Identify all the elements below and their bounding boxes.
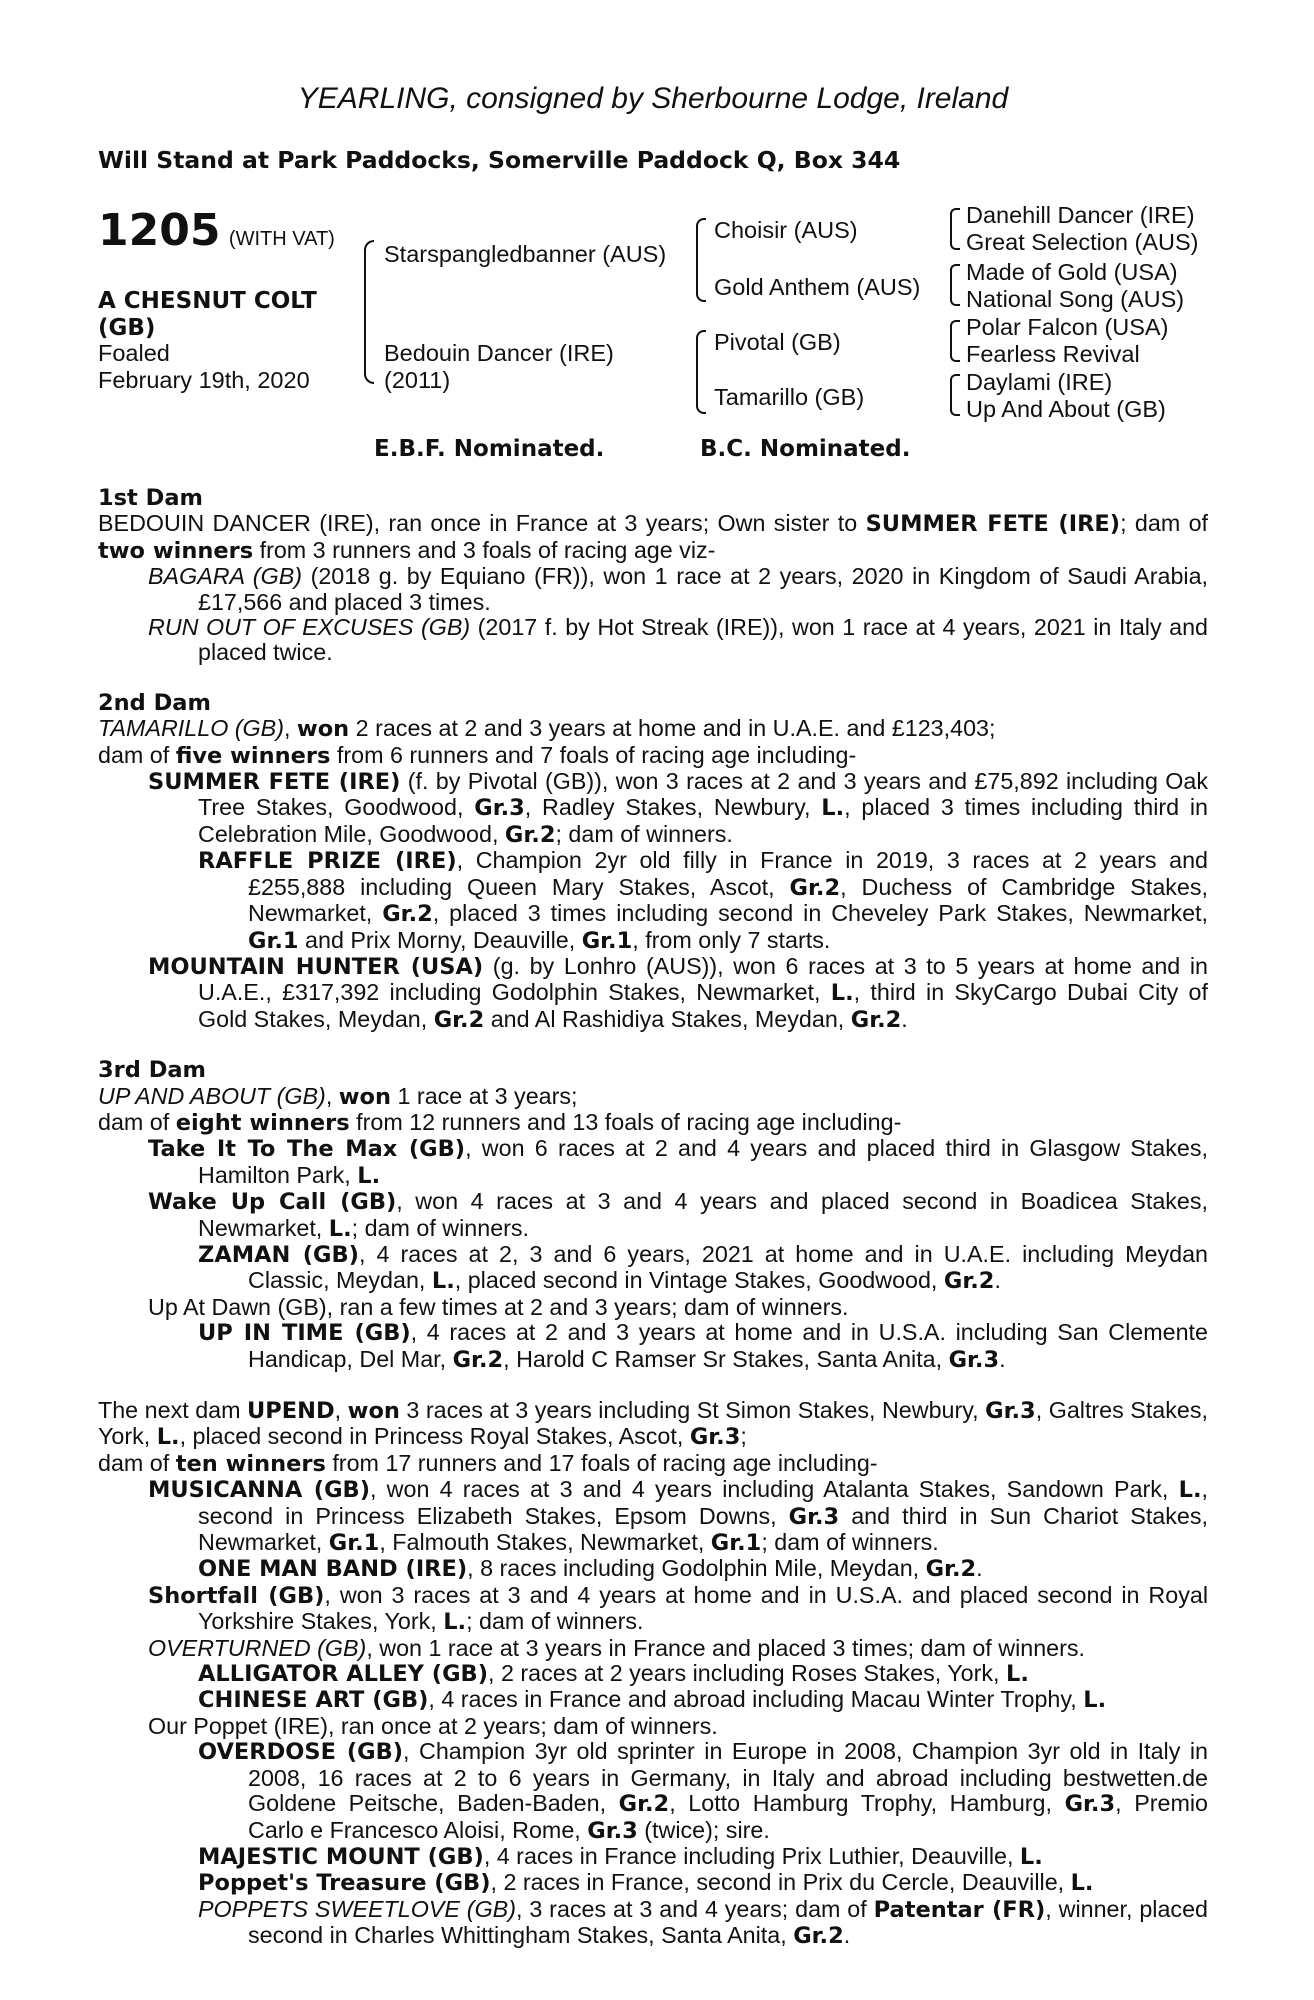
produce-entry (98, 1189, 1208, 1242)
bold-text: Patentar (FR) (873, 1896, 1046, 1923)
text-run: , placed second in Princess Royal Stakes, Ascot, (179, 1423, 690, 1450)
bold-text: ZAMAN (GB) (198, 1241, 359, 1268)
text-run: and third in Sun Chariot Stakes, Newmarket, (198, 1502, 1208, 1556)
pedigree-brace-g3-1 (950, 208, 960, 250)
text-run: , Duchess of Cambridge Stakes, Newmarket, (248, 873, 1208, 927)
produce-entry (98, 1897, 1208, 1950)
text-run: , won 4 races at 3 and 4 years including Atalanta Stakes, Sandown Park, (370, 1476, 1179, 1503)
bold-text: MAJESTIC MOUNT (GB) (198, 1843, 484, 1870)
section-gap (98, 666, 1208, 691)
text-run: , 2 races in France, second in Prix du Cercle, Deauville, (490, 1869, 1071, 1896)
bold-text: L. (443, 1609, 467, 1636)
produce-entry (98, 615, 1208, 666)
bold-text: won (296, 716, 350, 743)
dam3-intro (98, 1084, 1208, 1110)
pedigree-g3-2: Great Selection (AUS) (966, 229, 1199, 255)
produce-entry (98, 1687, 1208, 1713)
text-run: ; dam of (1120, 510, 1209, 537)
bold-text: L. (830, 980, 854, 1007)
text-run: , Radley Stakes, Newbury, (524, 794, 822, 821)
consignment-line: YEARLING, consigned by Sherbourne Lodge, Ireland (297, 82, 1009, 115)
bold-text: Gr.2 (943, 1268, 995, 1295)
bold-text: Poppet's Treasure (GB) (198, 1870, 491, 1897)
bold-text: Gr.3 (689, 1424, 741, 1451)
pedigree-dam-year: (2011) (384, 367, 451, 393)
ebf-nomination: E.B.F. Nominated. (374, 436, 605, 462)
foaled-info (98, 340, 310, 394)
italic-text: POPPETS SWEETLOVE (GB) (198, 1895, 516, 1922)
bold-text: Wake Up Call (GB) (148, 1189, 397, 1216)
dam3-heading: 3rd Dam (98, 1057, 206, 1084)
text-run: , 8 races including Godolphin Mile, Meydan, (467, 1555, 926, 1582)
bold-text: L. (156, 1424, 180, 1451)
dam3-intro2 (98, 1110, 1208, 1136)
bold-text: Gr.2 (382, 901, 433, 928)
bold-text: Gr.2 (925, 1556, 977, 1583)
text-run: , (334, 1397, 348, 1423)
text-run: , Premio Carlo e Francesco Aloisi, Rome, (248, 1790, 1208, 1843)
text-run: (g. by Lonhro (AUS)), won 6 races at 3 to 5 years at home and in U.A.E., £317,392 including Godolphin Stakes, Newmarket, (198, 952, 1208, 1006)
dam3-entries (98, 1136, 1208, 1373)
italic-text: UP AND ABOUT (GB) (98, 1082, 326, 1109)
dam1-heading: 1st Dam (98, 485, 203, 511)
section-gap (98, 1373, 1208, 1398)
dam2-entries (98, 769, 1208, 1033)
bold-text: won (338, 1083, 392, 1110)
italic-text: OVERTURNED (GB) (148, 1634, 367, 1661)
produce-entry (98, 954, 1208, 1033)
bold-text: CHINESE ART (GB) (198, 1687, 429, 1714)
text-run: 3 races at 3 years including St Simon Stakes, Newbury, (399, 1397, 986, 1423)
bold-text: won (347, 1398, 400, 1424)
dam1-intro (98, 511, 1208, 564)
text-run: , 2 races at 2 years including Roses Stakes, York, (488, 1660, 1006, 1687)
text-run: . (901, 1005, 908, 1032)
bold-text: eight winners (175, 1109, 350, 1136)
pedigree-brace-dam (696, 330, 706, 414)
produce-entry (98, 1583, 1208, 1636)
pedigree-dam (384, 340, 614, 394)
text-run: , second in Princess Elizabeth Stakes, Epsom Downs, (198, 1476, 1208, 1529)
produce-entry (98, 1295, 1208, 1320)
pedigree-g3-3: Made of Gold (USA) (966, 259, 1178, 285)
produce-entry (98, 769, 1208, 848)
text-run: , Galtres Stakes, York, (98, 1397, 1208, 1450)
produce-entry (98, 1636, 1208, 1661)
bold-text: five winners (175, 742, 331, 769)
produce-entry (98, 1556, 1208, 1582)
pedigree-brace-g3-3 (950, 320, 960, 362)
text-run: dam of (98, 1108, 176, 1135)
italic-text: RUN OUT OF EXCUSES (GB) (148, 614, 471, 641)
text-run: , 3 races at 3 and 4 years; dam of (515, 1895, 874, 1922)
text-run: from 6 runners and 7 foals of racing age including- (330, 741, 857, 768)
bold-text: Gr.3 (1064, 1791, 1116, 1818)
lot-vat: (WITH VAT) (228, 228, 335, 250)
produce-entry (98, 848, 1208, 954)
text-run: and Prix Morny, Deauville, (298, 926, 582, 953)
bold-text: ten winners (175, 1450, 326, 1477)
bold-text: L. (328, 1215, 352, 1242)
bold-text: L. (1178, 1477, 1202, 1504)
pedigree-g3-4: National Song (AUS) (966, 286, 1185, 312)
pedigree-brace-g3-4 (950, 374, 960, 416)
bold-text: L. (1070, 1870, 1094, 1897)
bold-text: Gr.1 (328, 1530, 380, 1557)
bold-text: Gr.2 (452, 1346, 504, 1373)
text-run: . (994, 1267, 1001, 1294)
text-run: , 4 races in France including Prix Luthier, Deauville, (483, 1842, 1020, 1869)
text-run: ; dam of winners. (351, 1214, 530, 1241)
bold-text: OVERDOSE (GB) (198, 1739, 404, 1766)
text-run: , won 3 races at 3 and 4 years at home and in U.S.A. and placed second in Royal Yorkshire Stakes, York, (198, 1581, 1208, 1635)
bold-text: Gr.3 (587, 1817, 638, 1844)
bold-text: Take It To The Max (GB) (148, 1136, 466, 1163)
dam4-intro (98, 1398, 1208, 1451)
text-run: . (999, 1345, 1006, 1372)
lot-description-line2: (GB) (98, 315, 156, 341)
dam2-intro2 (98, 743, 1208, 769)
bold-text: L. (431, 1268, 455, 1295)
produce-entry (98, 564, 1208, 615)
text-run: dam of (98, 1449, 176, 1476)
pedigree-dam-dam: Tamarillo (GB) (714, 384, 865, 410)
section-gap (98, 1033, 1208, 1058)
text-run: , placed 3 times including second in Cheveley Park Stakes, Newmarket, (432, 900, 1209, 927)
text-run: 1 race at 3 years; (391, 1082, 578, 1109)
text-run: ; dam of winners. (555, 820, 733, 847)
produce-record (98, 486, 1208, 1950)
pedigree-dam-sire: Pivotal (GB) (714, 329, 841, 355)
text-run: , (325, 1082, 339, 1109)
text-run: Our Poppet (IRE), ran once at 2 years; dam of winners. (148, 1712, 718, 1739)
text-run: dam of (98, 741, 176, 768)
bold-text: Gr.1 (710, 1530, 762, 1557)
text-run: (2017 f. by Hot Streak (IRE)), won 1 race at 4 years, 2021 in Italy and placed twice. (198, 614, 1208, 666)
pedigree-sire-sire: Choisir (AUS) (714, 217, 858, 243)
text-run: ; dam of winners. (466, 1608, 644, 1635)
pedigree-g3-7: Daylami (IRE) (966, 369, 1113, 395)
produce-entry (98, 1242, 1208, 1295)
bold-text: Gr.3 (948, 1346, 1000, 1373)
text-run: from 12 runners and 13 foals of racing age including- (349, 1108, 902, 1135)
stand-location: Will Stand at Park Paddocks, Somerville Paddock Q, Box 344 (98, 146, 901, 174)
text-run: , won 1 race at 3 years in France and placed 3 times; dam of winners. (366, 1634, 1086, 1661)
bold-text: Gr.2 (850, 1006, 902, 1033)
bold-text: two winners (98, 537, 254, 564)
bold-text: SUMMER FETE (IRE) (865, 511, 1121, 538)
pedigree-sire-dam: Gold Anthem (AUS) (714, 274, 921, 300)
text-run: ; dam of winners. (761, 1529, 939, 1556)
produce-entry (98, 1477, 1208, 1556)
pedigree-sire: Starspangledbanner (AUS) (384, 241, 667, 267)
pedigree-brace-sire (696, 218, 706, 302)
dam4-entries (98, 1477, 1208, 1949)
pedigree-g3-6: Fearless Revival (966, 341, 1140, 367)
bold-text: L. (1083, 1687, 1107, 1714)
pedigree-g3-8: Up And About (GB) (966, 396, 1166, 422)
bold-text: Gr.2 (433, 1006, 485, 1033)
text-run: , placed second in Vintage Stakes, Goodwood, (454, 1267, 944, 1294)
produce-entry (98, 1739, 1208, 1844)
text-run: Up At Dawn (GB), ran a few times at 2 and 3 years; dam of winners. (148, 1293, 849, 1320)
text-run: , 4 races at 2 and 3 years at home and in U.S.A. including San Clemente Handicap, Del Mar, (248, 1319, 1208, 1372)
text-run: , (283, 715, 297, 742)
produce-entry (98, 1136, 1208, 1189)
text-run: (twice); sire. (637, 1816, 770, 1843)
italic-text: BAGARA (GB) (148, 563, 302, 590)
text-run: from 17 runners and 17 foals of racing age including- (325, 1449, 878, 1476)
text-run: 2 races at 2 and 3 years at home and in U.A.E. and £123,403; (349, 715, 996, 742)
dam2-heading: 2nd Dam (98, 689, 211, 716)
bold-text: SUMMER FETE (IRE) (148, 769, 401, 796)
text-run: (2018 g. by Equiano (FR)), won 1 race at 2 years, 2020 in Kingdom of Saudi Arabia, £17,566 and placed 3 times. (198, 563, 1208, 615)
bold-text: Gr.2 (504, 821, 556, 848)
bold-text: Gr.1 (248, 927, 299, 954)
lot-description (98, 288, 388, 342)
text-run: , won 6 races at 2 and 4 years and placed third in Glasgow Stakes, Hamilton Park, (198, 1135, 1208, 1188)
lot-description-line1: A CHESNUT COLT (98, 288, 317, 314)
produce-entry (98, 1714, 1208, 1739)
foaled-label: Foaled (98, 340, 170, 366)
text-run: , winner, placed second in Charles Whittingham Stakes, Santa Anita, (248, 1895, 1208, 1949)
text-run: , won 4 races at 3 and 4 years and placed second in Boadicea Stakes, Newmarket, (198, 1188, 1208, 1241)
text-run: , Lotto Hamburg Trophy, Hamburg, (669, 1790, 1065, 1817)
text-run: The next dam (98, 1397, 248, 1423)
italic-text: TAMARILLO (GB) (98, 715, 284, 742)
bold-text: L. (1005, 1661, 1029, 1688)
bold-text: UP IN TIME (GB) (198, 1320, 411, 1347)
bold-text: Gr.2 (793, 1923, 844, 1950)
lot-header (98, 205, 335, 256)
text-run: , placed 3 times including third in Celebration Mile, Goodwood, (198, 794, 1208, 847)
bold-text: L. (821, 795, 845, 822)
bold-text: Gr.3 (474, 795, 525, 822)
bold-text: Gr.2 (789, 874, 841, 901)
text-run: , Harold C Ramser Sr Stakes, Santa Anita, (503, 1345, 949, 1372)
text-run: , 4 races in France and abroad including Macau Winter Trophy, (428, 1686, 1084, 1713)
text-run: . (843, 1922, 851, 1949)
bold-text: ONE MAN BAND (IRE) (198, 1556, 468, 1583)
text-run: , Champion 3yr old sprinter in Europe in 2008, Champion 3yr old in Italy in 2008, 16 races at 2 to 6 years in Germany, in Italy and abroad including bestwetten.de Goldene Peitsche, Baden-Baden, (248, 1738, 1208, 1817)
bc-nomination: B.C. Nominated. (700, 436, 911, 462)
text-run: (f. by Pivotal (GB)), won 3 races at 2 and 3 years and £75,892 including Oak Tree Stakes, Goodwood, (198, 768, 1208, 821)
pedigree-dam-name: Bedouin Dancer (IRE) (384, 340, 614, 366)
dam1-entries (98, 564, 1208, 666)
produce-entry (98, 1320, 1208, 1373)
bold-text: MOUNTAIN HUNTER (USA) (148, 953, 484, 980)
dam4-intro2 (98, 1451, 1208, 1477)
text-run: BEDOUIN DANCER (IRE), ran once in France at 3 years; Own sister to (98, 510, 866, 537)
produce-entry (98, 1661, 1208, 1687)
bold-text: RAFFLE PRIZE (IRE) (198, 848, 457, 875)
pedigree-g3-5: Polar Falcon (USA) (966, 314, 1169, 340)
pedigree-brace-g3-2 (950, 264, 960, 306)
text-run: , 4 races at 2, 3 and 6 years, 2021 at home and in U.A.E. including Meydan Classic, Meydan, (248, 1240, 1208, 1294)
lot-number: 1205 (98, 205, 221, 256)
bold-text: Gr.2 (618, 1791, 670, 1818)
produce-entry (98, 1844, 1208, 1870)
text-run: . (976, 1555, 983, 1582)
bold-text: Shortfall (GB) (148, 1582, 325, 1609)
bold-text: ALLIGATOR ALLEY (GB) (198, 1661, 488, 1688)
bold-text: Gr.3 (985, 1398, 1036, 1424)
bold-text: L. (357, 1162, 381, 1189)
text-run: , from only 7 starts. (632, 926, 831, 953)
bold-text: L. (1019, 1843, 1043, 1870)
produce-entry (98, 1870, 1208, 1896)
foaled-date: February 19th, 2020 (98, 367, 310, 393)
bold-text: MUSICANNA (GB) (148, 1477, 370, 1504)
bold-text: UPEND (247, 1398, 335, 1424)
text-run: and Al Rashidiya Stakes, Meydan, (484, 1005, 851, 1032)
text-run: , Champion 2yr old filly in France in 2019, 3 races at 2 years and £255,888 including Queen Mary Stakes, Ascot, (248, 847, 1209, 900)
text-run: , third in SkyCargo Dubai City of Gold Stakes, Meydan, (198, 979, 1208, 1032)
dam2-intro (98, 716, 1208, 742)
text-run: , Falmouth Stakes, Newmarket, (379, 1529, 711, 1556)
text-run: ; (740, 1423, 747, 1450)
text-run: from 3 runners and 3 foals of racing age viz- (253, 536, 716, 563)
bold-text: Gr.3 (788, 1503, 840, 1530)
bold-text: Gr.1 (581, 927, 633, 954)
pedigree-g3-1: Danehill Dancer (IRE) (966, 202, 1195, 228)
pedigree-brace-main (364, 240, 374, 384)
